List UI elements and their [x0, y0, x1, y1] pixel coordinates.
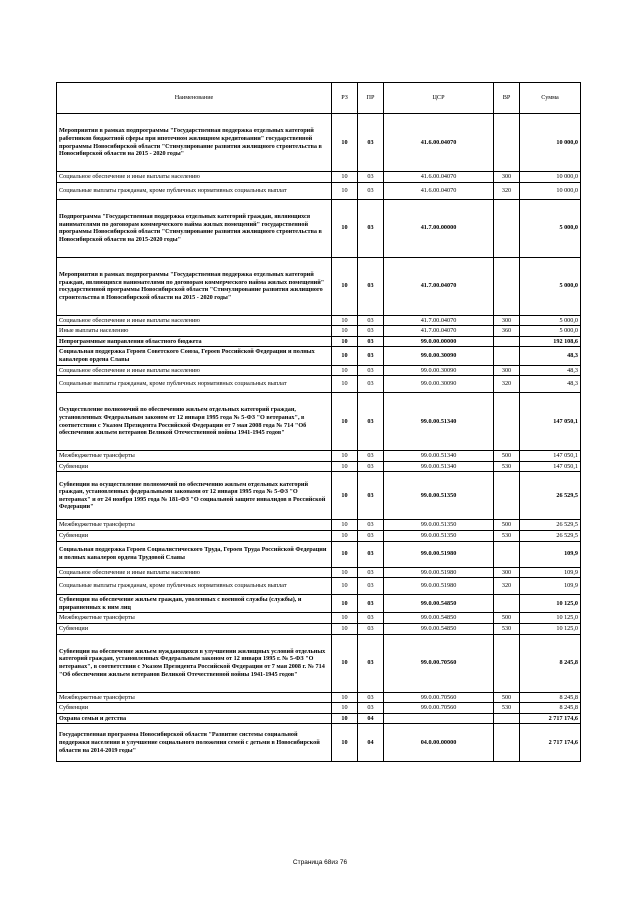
cell-rz: 10: [332, 520, 358, 531]
cell-name: Субвенции: [57, 703, 332, 714]
cell-sum: 147 050,1: [520, 451, 581, 462]
cell-sum: 48,3: [520, 365, 581, 376]
cell-pr: 03: [358, 199, 384, 257]
table-row: [57, 541, 581, 567]
cell-rz: 10: [332, 567, 358, 578]
cell-sum: 8 245,8: [520, 703, 581, 714]
cell-csr: 41.7.00.00000: [384, 199, 494, 257]
cell-csr: 99.0.00.00000: [384, 336, 494, 347]
cell-csr: 99.0.00.51350: [384, 530, 494, 541]
cell-rz: 10: [332, 347, 358, 365]
cell-rz: 10: [332, 623, 358, 634]
cell-sum: 8 245,8: [520, 692, 581, 703]
cell-vr: [494, 336, 520, 347]
cell-rz: 10: [332, 172, 358, 183]
cell-rz: 10: [332, 724, 358, 762]
cell-rz: 10: [332, 315, 358, 326]
cell-vr: 500: [494, 451, 520, 462]
cell-pr: 03: [358, 326, 384, 337]
cell-rz: 10: [332, 326, 358, 337]
cell-vr: [494, 595, 520, 613]
cell-rz: 10: [332, 613, 358, 624]
table-row: [57, 376, 581, 393]
cell-vr: 530: [494, 703, 520, 714]
cell-pr: 03: [358, 578, 384, 595]
header-vr: ВР: [494, 83, 520, 114]
cell-name: Межбюджетные трансферты: [57, 692, 332, 703]
cell-vr: [494, 713, 520, 724]
cell-csr: [384, 713, 494, 724]
cell-csr: 99.0.00.51980: [384, 541, 494, 567]
cell-rz: 10: [332, 365, 358, 376]
cell-sum: 5 000,0: [520, 199, 581, 257]
cell-pr: 03: [358, 257, 384, 315]
header-name: Наименование: [57, 83, 332, 114]
cell-rz: 10: [332, 634, 358, 692]
cell-pr: 03: [358, 451, 384, 462]
cell-vr: [494, 257, 520, 315]
table-row: [57, 172, 581, 183]
cell-name: Осуществление полномочий по обеспечению жильем отдельных категорий граждан, установленных Федеральным законом от 12 января 1995 года № 5-ФЗ "О ветеранах", в соответствии с Указом Президента Российской Федерации от 7 мая 2008 года № 714 "Об обеспечении жильем ветеранов Великой Отечественной войны 1941-1945 годов": [57, 393, 332, 451]
cell-rz: 10: [332, 199, 358, 257]
cell-name: Социальное обеспечение и иные выплаты населению: [57, 172, 332, 183]
cell-sum: 48,3: [520, 376, 581, 393]
cell-vr: 300: [494, 315, 520, 326]
cell-pr: 04: [358, 724, 384, 762]
cell-name: Подпрограмма "Государственная поддержка отдельных категорий граждан, являющихся нанимателями по договорам коммерческого найма жилых помещений" государственной программы Новосибирской области "Стимулирование развития жилищного строительства в Новосибирской области на 2015-2020 годы": [57, 199, 332, 257]
cell-rz: 10: [332, 114, 358, 172]
cell-csr: 41.6.00.04070: [384, 172, 494, 183]
cell-pr: 03: [358, 595, 384, 613]
cell-sum: 10 125,0: [520, 623, 581, 634]
cell-rz: 10: [332, 182, 358, 199]
cell-sum: 26 529,5: [520, 530, 581, 541]
cell-sum: 109,9: [520, 578, 581, 595]
table-row: [57, 199, 581, 257]
cell-vr: 500: [494, 613, 520, 624]
table-row: [57, 114, 581, 172]
cell-vr: [494, 199, 520, 257]
cell-pr: 03: [358, 336, 384, 347]
cell-sum: 26 529,5: [520, 520, 581, 531]
cell-pr: 03: [358, 692, 384, 703]
cell-name: Субвенции: [57, 530, 332, 541]
cell-csr: 99.0.00.51340: [384, 393, 494, 451]
cell-vr: [494, 114, 520, 172]
cell-vr: [494, 541, 520, 567]
cell-csr: 99.0.00.51350: [384, 472, 494, 520]
cell-name: Субвенции: [57, 461, 332, 472]
cell-vr: 530: [494, 461, 520, 472]
cell-pr: 03: [358, 393, 384, 451]
cell-rz: 10: [332, 713, 358, 724]
table-row: [57, 623, 581, 634]
table-row: [57, 461, 581, 472]
cell-csr: 99.0.00.51980: [384, 578, 494, 595]
table-row: [57, 315, 581, 326]
table-row: [57, 182, 581, 199]
cell-sum: 10 125,0: [520, 613, 581, 624]
cell-rz: 10: [332, 257, 358, 315]
cell-csr: 99.0.00.30090: [384, 347, 494, 365]
cell-csr: 41.6.00.04070: [384, 114, 494, 172]
cell-name: Социальное обеспечение и иные выплаты населению: [57, 315, 332, 326]
cell-rz: 10: [332, 461, 358, 472]
cell-csr: 99.0.00.54850: [384, 595, 494, 613]
cell-name: Субвенции на осуществление полномочий по обеспечению жильем отдельных категорий граждан, установленных федеральными законами от 12 января 1995 года № 5-ФЗ "О ветеранах" и от 24 ноября 1995 года № 181-ФЗ "О социальной защите инвалидов в Российской Федерации": [57, 472, 332, 520]
cell-sum: 109,9: [520, 567, 581, 578]
cell-rz: 10: [332, 541, 358, 567]
cell-rz: 10: [332, 393, 358, 451]
page-footer: Страница 68из 76: [292, 859, 348, 866]
table-row: [57, 613, 581, 624]
table-row: [57, 713, 581, 724]
cell-pr: 03: [358, 530, 384, 541]
cell-name: Социальные выплаты гражданам, кроме публичных нормативных социальных выплат: [57, 578, 332, 595]
cell-csr: 99.0.00.51350: [384, 520, 494, 531]
cell-sum: 2 717 174,6: [520, 713, 581, 724]
cell-sum: 5 000,0: [520, 257, 581, 315]
cell-sum: 2 717 174,6: [520, 724, 581, 762]
cell-vr: 500: [494, 692, 520, 703]
cell-name: Социальные выплаты гражданам, кроме публичных нормативных социальных выплат: [57, 376, 332, 393]
cell-vr: 320: [494, 182, 520, 199]
cell-rz: 10: [332, 451, 358, 462]
cell-vr: 300: [494, 365, 520, 376]
cell-sum: 147 050,1: [520, 461, 581, 472]
cell-sum: 48,3: [520, 347, 581, 365]
budget-table-container: [56, 82, 580, 762]
cell-sum: 26 529,5: [520, 472, 581, 520]
header-rz: РЗ: [332, 83, 358, 114]
cell-csr: 99.0.00.70560: [384, 634, 494, 692]
header-pr: ПР: [358, 83, 384, 114]
cell-rz: 10: [332, 376, 358, 393]
cell-pr: 03: [358, 623, 384, 634]
cell-name: Межбюджетные трансферты: [57, 613, 332, 624]
cell-name: Мероприятия в рамках подпрограммы "Государственная поддержка отдельных категорий граждан, являющихся нанимателями по договорам коммерческого найма жилых помещений" государственной программы Новосибирской области "Стимулирование развития жилищного строительства в Новосибирской области на 2015 - 2020 годы": [57, 257, 332, 315]
cell-vr: 300: [494, 172, 520, 183]
cell-name: Межбюджетные трансферты: [57, 520, 332, 531]
table-row: [57, 530, 581, 541]
cell-pr: 03: [358, 520, 384, 531]
cell-csr: 41.7.00.04070: [384, 315, 494, 326]
budget-table: [56, 82, 581, 762]
table-row: [57, 520, 581, 531]
cell-vr: 530: [494, 530, 520, 541]
cell-csr: 99.0.00.70560: [384, 703, 494, 714]
cell-pr: 03: [358, 613, 384, 624]
cell-rz: 10: [332, 472, 358, 520]
cell-sum: 5 000,0: [520, 326, 581, 337]
table-row: [57, 347, 581, 365]
table-row: [57, 692, 581, 703]
cell-pr: 03: [358, 365, 384, 376]
cell-csr: 41.7.00.04070: [384, 326, 494, 337]
cell-rz: 10: [332, 703, 358, 714]
cell-sum: 10 000,0: [520, 114, 581, 172]
cell-vr: [494, 472, 520, 520]
cell-name: Субвенции на обеспечение жильем нуждающихся в улучшении жилищных условий отдельных категорий граждан, установленных Федеральным законом от 12 января 1995 г. № 5-ФЗ "О ветеранах", в соответствии с Указом Президента Российской Федерации от 7 мая 2008 г. № 714 "Об обеспечении жильем ветеранов Великой Отечественной войны 1941-1945 годов": [57, 634, 332, 692]
cell-sum: 192 108,6: [520, 336, 581, 347]
cell-sum: 109,9: [520, 541, 581, 567]
cell-csr: 99.0.00.51980: [384, 567, 494, 578]
cell-sum: 8 245,8: [520, 634, 581, 692]
table-row: [57, 326, 581, 337]
cell-pr: 03: [358, 172, 384, 183]
cell-name: Социальное обеспечение и иные выплаты населению: [57, 365, 332, 376]
cell-name: Социальная поддержка Героев Социалистического Труда, Героев Труда Российской Федерации и полных кавалеров ордена Трудовой Славы: [57, 541, 332, 567]
cell-vr: [494, 347, 520, 365]
cell-csr: 99.0.00.30090: [384, 365, 494, 376]
cell-pr: 03: [358, 634, 384, 692]
cell-sum: 10 000,0: [520, 172, 581, 183]
cell-pr: 04: [358, 713, 384, 724]
cell-sum: 10 125,0: [520, 595, 581, 613]
cell-csr: 04.0.00.00000: [384, 724, 494, 762]
cell-pr: 03: [358, 461, 384, 472]
cell-rz: 10: [332, 595, 358, 613]
cell-vr: 320: [494, 578, 520, 595]
cell-sum: 147 050,1: [520, 393, 581, 451]
cell-vr: 300: [494, 567, 520, 578]
cell-sum: 10 000,0: [520, 182, 581, 199]
cell-vr: 500: [494, 520, 520, 531]
cell-rz: 10: [332, 336, 358, 347]
cell-csr: 99.0.00.54850: [384, 613, 494, 624]
cell-vr: [494, 393, 520, 451]
cell-name: Государственная программа Новосибирской области "Развитие системы социальной поддержки населения и улучшение социального положения семей с детьми в Новосибирской области на 2014-2019 годы": [57, 724, 332, 762]
table-row: [57, 595, 581, 613]
table-row: [57, 472, 581, 520]
cell-name: Социальные выплаты гражданам, кроме публичных нормативных социальных выплат: [57, 182, 332, 199]
cell-name: Мероприятия в рамках подпрограммы "Государственная поддержка отдельных категорий работников бюджетной сферы при ипотечном жилищном кредитовании" государственной программы Новосибирской области "Стимулирование развития жилищного строительства в Новосибирской области на 2015 - 2020 годы": [57, 114, 332, 172]
cell-rz: 10: [332, 578, 358, 595]
cell-name: Непрограммные направления областного бюджета: [57, 336, 332, 347]
cell-pr: 03: [358, 182, 384, 199]
cell-pr: 03: [358, 315, 384, 326]
cell-pr: 03: [358, 114, 384, 172]
cell-sum: 5 000,0: [520, 315, 581, 326]
table-row: [57, 393, 581, 451]
cell-name: Субвенции на обеспечение жильем граждан, уволенных с военной службы (службы), и приравненных к ним лиц: [57, 595, 332, 613]
cell-csr: 41.6.00.04070: [384, 182, 494, 199]
table-row: [57, 365, 581, 376]
cell-vr: [494, 724, 520, 762]
cell-pr: 03: [358, 347, 384, 365]
table-header-row: [57, 83, 581, 114]
header-csr: ЦСР: [384, 83, 494, 114]
table-row: [57, 578, 581, 595]
cell-pr: 03: [358, 567, 384, 578]
cell-name: Социальное обеспечение и иные выплаты населению: [57, 567, 332, 578]
cell-name: Субвенции: [57, 623, 332, 634]
cell-vr: [494, 634, 520, 692]
cell-pr: 03: [358, 703, 384, 714]
table-row: [57, 257, 581, 315]
cell-csr: 99.0.00.54850: [384, 623, 494, 634]
cell-vr: 530: [494, 623, 520, 634]
cell-vr: 360: [494, 326, 520, 337]
cell-csr: 99.0.00.30090: [384, 376, 494, 393]
cell-vr: 320: [494, 376, 520, 393]
cell-name: Социальная поддержка Героев Советского Союза, Героев Российской Федерации и полных кавалеров ордена Славы: [57, 347, 332, 365]
table-row: [57, 634, 581, 692]
cell-csr: 99.0.00.70560: [384, 692, 494, 703]
cell-name: Иные выплаты населению: [57, 326, 332, 337]
table-row: [57, 567, 581, 578]
cell-csr: 99.0.00.51340: [384, 461, 494, 472]
table-row: [57, 451, 581, 462]
cell-csr: 41.7.00.04070: [384, 257, 494, 315]
cell-name: Охрана семьи и детства: [57, 713, 332, 724]
header-sum: Сумма: [520, 83, 581, 114]
cell-rz: 10: [332, 692, 358, 703]
cell-name: Межбюджетные трансферты: [57, 451, 332, 462]
table-row: [57, 703, 581, 714]
cell-pr: 03: [358, 472, 384, 520]
cell-rz: 10: [332, 530, 358, 541]
table-row: [57, 336, 581, 347]
cell-csr: 99.0.00.51340: [384, 451, 494, 462]
cell-pr: 03: [358, 376, 384, 393]
table-row: [57, 724, 581, 762]
cell-pr: 03: [358, 541, 384, 567]
